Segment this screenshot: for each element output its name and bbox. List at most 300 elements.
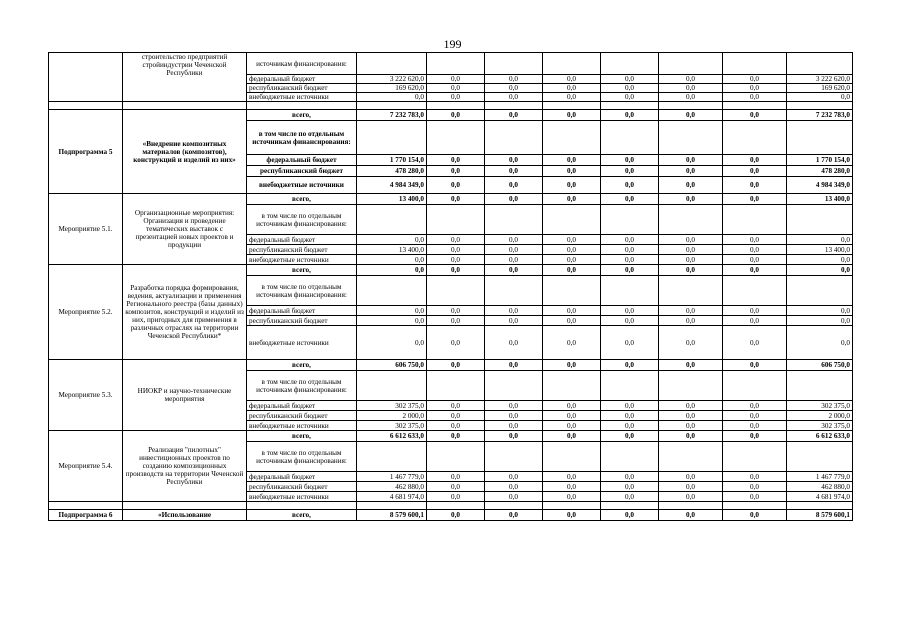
funding-source: внебюджетные источники xyxy=(247,421,357,431)
empty-cell xyxy=(357,442,427,472)
funding-source: республиканский бюджет xyxy=(247,316,357,326)
amount-cell: 0,0 xyxy=(427,401,485,411)
funding-source: федеральный бюджет xyxy=(247,306,357,316)
spacer-row xyxy=(49,102,853,110)
amount-cell: 0,0 xyxy=(485,472,543,482)
amount-cell: 0,0 xyxy=(723,482,787,492)
amount-cell: 0,0 xyxy=(357,265,427,276)
amount-cell: 0,0 xyxy=(427,411,485,421)
amount-cell: 0,0 xyxy=(485,316,543,326)
amount-cell: 8 579 600,1 xyxy=(787,510,853,521)
amount-cell: 0,0 xyxy=(659,194,723,205)
empty-cell xyxy=(787,502,853,510)
empty-cell xyxy=(357,371,427,401)
amount-cell: 0,0 xyxy=(357,306,427,316)
table-row xyxy=(49,110,853,121)
amount-cell: 7 232 783,0 xyxy=(787,110,853,121)
amount-cell: 0,0 xyxy=(543,84,601,93)
amount-cell: 0,0 xyxy=(659,510,723,521)
funding-source: в том числе по отдельным источникам финансирования: xyxy=(247,205,357,235)
empty-cell xyxy=(543,53,601,75)
amount-cell: 0,0 xyxy=(723,166,787,177)
amount-cell: 4 984 349,0 xyxy=(357,177,427,194)
amount-cell: 0,0 xyxy=(427,155,485,166)
funding-source: федеральный бюджет xyxy=(247,155,357,166)
empty-cell xyxy=(659,276,723,306)
amount-cell: 0,0 xyxy=(723,255,787,265)
table-row xyxy=(49,360,853,371)
empty-cell xyxy=(723,442,787,472)
amount-cell: 4 681 974,0 xyxy=(787,492,853,502)
amount-cell: 0,0 xyxy=(723,75,787,84)
spacer-row xyxy=(49,502,853,510)
funding-source: внебюджетные источники xyxy=(247,492,357,502)
amount-cell: 0,0 xyxy=(485,177,543,194)
empty-cell xyxy=(427,442,485,472)
amount-cell: 462 880,0 xyxy=(357,482,427,492)
amount-cell: 2 000,0 xyxy=(787,411,853,421)
empty-cell xyxy=(485,121,543,155)
amount-cell: 0,0 xyxy=(601,316,659,326)
amount-cell: 3 222 620,0 xyxy=(787,75,853,84)
amount-cell: 0,0 xyxy=(659,166,723,177)
amount-cell: 0,0 xyxy=(357,316,427,326)
amount-cell: 0,0 xyxy=(787,265,853,276)
amount-cell: 0,0 xyxy=(543,431,601,442)
empty-cell xyxy=(357,276,427,306)
amount-cell: 0,0 xyxy=(659,255,723,265)
amount-cell: 0,0 xyxy=(357,93,427,102)
amount-cell: 0,0 xyxy=(659,360,723,371)
amount-cell: 478 280,0 xyxy=(787,166,853,177)
amount-cell: 0,0 xyxy=(787,235,853,245)
amount-cell: 0,0 xyxy=(427,421,485,431)
amount-cell: 0,0 xyxy=(659,401,723,411)
amount-cell: 0,0 xyxy=(427,472,485,482)
amount-cell: 13 400,0 xyxy=(357,245,427,255)
amount-cell: 0,0 xyxy=(485,510,543,521)
amount-cell: 0,0 xyxy=(601,421,659,431)
amount-cell: 13 400,0 xyxy=(787,194,853,205)
amount-cell: 0,0 xyxy=(485,110,543,121)
item-description: Разработка порядка формирования, ведения, актуализации и применения Регионального реестра (базы данных) композитов, конструкций и изделий из них, пригодных для применения в различных отраслях на территории Чеченской Республики* xyxy=(123,265,247,360)
empty-cell xyxy=(485,442,543,472)
amount-cell: 0,0 xyxy=(723,401,787,411)
amount-cell: 0,0 xyxy=(357,326,427,360)
empty-cell xyxy=(601,53,659,75)
amount-cell: 0,0 xyxy=(427,326,485,360)
empty-cell xyxy=(787,205,853,235)
empty-cell xyxy=(659,121,723,155)
amount-cell: 0,0 xyxy=(427,245,485,255)
amount-cell: 0,0 xyxy=(787,326,853,360)
amount-cell: 0,0 xyxy=(723,316,787,326)
amount-cell: 302 375,0 xyxy=(787,401,853,411)
amount-cell: 0,0 xyxy=(723,84,787,93)
amount-cell: 0,0 xyxy=(485,155,543,166)
item-name xyxy=(49,53,123,102)
amount-cell: 0,0 xyxy=(723,155,787,166)
amount-cell: 0,0 xyxy=(601,166,659,177)
amount-cell: 0,0 xyxy=(485,401,543,411)
empty-cell xyxy=(543,205,601,235)
amount-cell: 0,0 xyxy=(427,510,485,521)
amount-cell: 0,0 xyxy=(659,110,723,121)
amount-cell: 302 375,0 xyxy=(357,421,427,431)
amount-cell: 1 467 779,0 xyxy=(357,472,427,482)
amount-cell: 0,0 xyxy=(485,306,543,316)
amount-cell: 0,0 xyxy=(723,421,787,431)
funding-source: в том числе по отдельным источникам финансирования: xyxy=(247,276,357,306)
table-row xyxy=(49,431,853,442)
amount-cell: 0,0 xyxy=(543,194,601,205)
amount-cell: 0,0 xyxy=(357,255,427,265)
funding-source: всего, xyxy=(247,360,357,371)
amount-cell: 4 681 974,0 xyxy=(357,492,427,502)
empty-cell xyxy=(543,121,601,155)
amount-cell: 0,0 xyxy=(485,84,543,93)
empty-cell xyxy=(357,102,427,110)
amount-cell: 0,0 xyxy=(543,166,601,177)
amount-cell: 0,0 xyxy=(659,492,723,502)
empty-cell xyxy=(357,502,427,510)
amount-cell: 0,0 xyxy=(485,482,543,492)
amount-cell: 0,0 xyxy=(543,472,601,482)
amount-cell: 0,0 xyxy=(723,110,787,121)
funding-source: федеральный бюджет xyxy=(247,235,357,245)
amount-cell: 0,0 xyxy=(427,84,485,93)
funding-source: всего, xyxy=(247,510,357,521)
amount-cell: 0,0 xyxy=(543,235,601,245)
funding-source: внебюджетные источники xyxy=(247,255,357,265)
empty-cell xyxy=(485,205,543,235)
amount-cell: 0,0 xyxy=(723,194,787,205)
funding-source: республиканский бюджет xyxy=(247,245,357,255)
item-name: Мероприятие 5.4. xyxy=(49,431,123,502)
amount-cell: 0,0 xyxy=(723,411,787,421)
amount-cell: 0,0 xyxy=(427,177,485,194)
amount-cell: 13 400,0 xyxy=(357,194,427,205)
amount-cell: 0,0 xyxy=(485,411,543,421)
amount-cell: 0,0 xyxy=(485,166,543,177)
amount-cell: 0,0 xyxy=(601,431,659,442)
empty-cell xyxy=(787,53,853,75)
amount-cell: 0,0 xyxy=(723,492,787,502)
funding-source: республиканский бюджет xyxy=(247,482,357,492)
funding-source: всего, xyxy=(247,194,357,205)
amount-cell: 0,0 xyxy=(723,93,787,102)
funding-source: всего, xyxy=(247,431,357,442)
empty-cell xyxy=(723,121,787,155)
amount-cell: 0,0 xyxy=(787,255,853,265)
funding-source: федеральный бюджет xyxy=(247,401,357,411)
empty-cell xyxy=(123,102,247,110)
amount-cell: 0,0 xyxy=(543,316,601,326)
item-description: «Внедрение композитных материалов (композитов), конструкций и изделий из них» xyxy=(123,110,247,194)
funding-source: республиканский бюджет xyxy=(247,411,357,421)
table-row xyxy=(49,510,853,521)
amount-cell: 0,0 xyxy=(723,235,787,245)
amount-cell: 0,0 xyxy=(659,75,723,84)
empty-cell xyxy=(247,502,357,510)
amount-cell: 0,0 xyxy=(485,75,543,84)
table-row xyxy=(49,194,853,205)
amount-cell: 478 280,0 xyxy=(357,166,427,177)
empty-cell xyxy=(485,102,543,110)
amount-cell: 0,0 xyxy=(659,93,723,102)
empty-cell xyxy=(357,53,427,75)
amount-cell: 0,0 xyxy=(659,265,723,276)
amount-cell: 0,0 xyxy=(659,472,723,482)
amount-cell: 0,0 xyxy=(485,421,543,431)
table-row xyxy=(49,53,853,75)
amount-cell: 0,0 xyxy=(485,265,543,276)
amount-cell: 0,0 xyxy=(723,360,787,371)
empty-cell xyxy=(543,442,601,472)
amount-cell: 0,0 xyxy=(601,510,659,521)
amount-cell: 0,0 xyxy=(543,245,601,255)
amount-cell: 0,0 xyxy=(601,360,659,371)
empty-cell xyxy=(485,502,543,510)
amount-cell: 0,0 xyxy=(601,84,659,93)
amount-cell: 1 467 779,0 xyxy=(787,472,853,482)
amount-cell: 0,0 xyxy=(723,177,787,194)
amount-cell: 0,0 xyxy=(601,110,659,121)
amount-cell: 0,0 xyxy=(427,93,485,102)
empty-cell xyxy=(427,276,485,306)
funding-source: всего, xyxy=(247,265,357,276)
empty-cell xyxy=(543,502,601,510)
amount-cell: 0,0 xyxy=(601,326,659,360)
item-name: Мероприятие 5.3. xyxy=(49,360,123,431)
empty-cell xyxy=(427,502,485,510)
item-name: Мероприятие 5.2. xyxy=(49,265,123,360)
empty-cell xyxy=(49,502,123,510)
amount-cell: 0,0 xyxy=(659,482,723,492)
empty-cell xyxy=(601,102,659,110)
item-name: Подпрограмма 6 xyxy=(49,510,123,521)
item-name: Подпрограмма 5 xyxy=(49,110,123,194)
amount-cell: 0,0 xyxy=(485,431,543,442)
empty-cell xyxy=(357,121,427,155)
item-description: «Использование xyxy=(123,510,247,521)
amount-cell: 0,0 xyxy=(601,492,659,502)
empty-cell xyxy=(659,502,723,510)
amount-cell: 0,0 xyxy=(601,93,659,102)
amount-cell: 606 750,0 xyxy=(787,360,853,371)
amount-cell: 0,0 xyxy=(601,194,659,205)
funding-source: в том числе по отдельным источникам финансирования: xyxy=(247,371,357,401)
amount-cell: 0,0 xyxy=(601,177,659,194)
amount-cell: 0,0 xyxy=(543,482,601,492)
amount-cell: 0,0 xyxy=(427,360,485,371)
empty-cell xyxy=(723,502,787,510)
amount-cell: 0,0 xyxy=(543,360,601,371)
amount-cell: 0,0 xyxy=(427,110,485,121)
empty-cell xyxy=(787,276,853,306)
empty-cell xyxy=(427,371,485,401)
empty-cell xyxy=(787,371,853,401)
funding-source: внебюджетные источники xyxy=(247,326,357,360)
amount-cell: 0,0 xyxy=(659,326,723,360)
funding-source: республиканский бюджет xyxy=(247,84,357,93)
amount-cell: 302 375,0 xyxy=(787,421,853,431)
amount-cell: 0,0 xyxy=(543,110,601,121)
amount-cell: 0,0 xyxy=(485,245,543,255)
empty-cell xyxy=(485,53,543,75)
empty-cell xyxy=(723,371,787,401)
amount-cell: 0,0 xyxy=(787,316,853,326)
table-row xyxy=(49,265,853,276)
item-description: Реализация "пилотных" инвестиционных проектов по созданию композиционных производств на территории Чеченской Республики xyxy=(123,431,247,502)
item-description: НИОКР и научно-технические мероприятия xyxy=(123,360,247,431)
empty-cell xyxy=(659,371,723,401)
amount-cell: 1 770 154,0 xyxy=(357,155,427,166)
amount-cell: 0,0 xyxy=(485,326,543,360)
amount-cell: 0,0 xyxy=(659,431,723,442)
amount-cell: 0,0 xyxy=(427,492,485,502)
amount-cell: 7 232 783,0 xyxy=(357,110,427,121)
funding-source: в том числе по отдельным источникам финансирования: xyxy=(247,121,357,155)
amount-cell: 0,0 xyxy=(723,510,787,521)
amount-cell: 0,0 xyxy=(543,401,601,411)
amount-cell: 4 984 349,0 xyxy=(787,177,853,194)
empty-cell xyxy=(427,121,485,155)
amount-cell: 6 612 633,0 xyxy=(357,431,427,442)
amount-cell: 302 375,0 xyxy=(357,401,427,411)
funding-source: всего, xyxy=(247,110,357,121)
amount-cell: 0,0 xyxy=(601,245,659,255)
amount-cell: 0,0 xyxy=(427,306,485,316)
empty-cell xyxy=(787,102,853,110)
amount-cell: 0,0 xyxy=(659,421,723,431)
amount-cell: 0,0 xyxy=(427,235,485,245)
funding-source: внебюджетные источники xyxy=(247,177,357,194)
amount-cell: 0,0 xyxy=(723,431,787,442)
empty-cell xyxy=(485,276,543,306)
amount-cell: 0,0 xyxy=(357,235,427,245)
amount-cell: 0,0 xyxy=(601,155,659,166)
amount-cell: 0,0 xyxy=(723,472,787,482)
amount-cell: 0,0 xyxy=(723,326,787,360)
amount-cell: 0,0 xyxy=(601,306,659,316)
amount-cell: 13 400,0 xyxy=(787,245,853,255)
amount-cell: 0,0 xyxy=(485,194,543,205)
amount-cell: 0,0 xyxy=(601,265,659,276)
empty-cell xyxy=(123,502,247,510)
amount-cell: 0,0 xyxy=(601,235,659,245)
amount-cell: 0,0 xyxy=(485,255,543,265)
amount-cell: 8 579 600,1 xyxy=(357,510,427,521)
amount-cell: 462 880,0 xyxy=(787,482,853,492)
amount-cell: 0,0 xyxy=(659,245,723,255)
financing-table xyxy=(48,52,853,521)
empty-cell xyxy=(723,276,787,306)
empty-cell xyxy=(49,102,123,110)
empty-cell xyxy=(357,205,427,235)
amount-cell: 0,0 xyxy=(543,93,601,102)
amount-cell: 0,0 xyxy=(543,177,601,194)
amount-cell: 0,0 xyxy=(485,360,543,371)
empty-cell xyxy=(543,276,601,306)
empty-cell xyxy=(601,442,659,472)
amount-cell: 0,0 xyxy=(427,75,485,84)
amount-cell: 0,0 xyxy=(601,401,659,411)
funding-source: федеральный бюджет xyxy=(247,75,357,84)
empty-cell xyxy=(427,205,485,235)
amount-cell: 0,0 xyxy=(659,411,723,421)
empty-cell xyxy=(427,102,485,110)
amount-cell: 0,0 xyxy=(543,421,601,431)
amount-cell: 606 750,0 xyxy=(357,360,427,371)
amount-cell: 0,0 xyxy=(601,411,659,421)
amount-cell: 0,0 xyxy=(543,155,601,166)
amount-cell: 0,0 xyxy=(543,411,601,421)
empty-cell xyxy=(601,502,659,510)
funding-source: федеральный бюджет xyxy=(247,472,357,482)
funding-source: внебюджетные источники xyxy=(247,93,357,102)
amount-cell: 0,0 xyxy=(485,93,543,102)
funding-source: в том числе по отдельным источникам финансирования: xyxy=(247,442,357,472)
amount-cell: 0,0 xyxy=(543,75,601,84)
empty-cell xyxy=(787,442,853,472)
amount-cell: 0,0 xyxy=(723,245,787,255)
empty-cell xyxy=(659,442,723,472)
amount-cell: 0,0 xyxy=(787,306,853,316)
amount-cell: 0,0 xyxy=(723,265,787,276)
amount-cell: 0,0 xyxy=(601,75,659,84)
empty-cell xyxy=(601,371,659,401)
amount-cell: 0,0 xyxy=(787,93,853,102)
amount-cell: 0,0 xyxy=(543,492,601,502)
empty-cell xyxy=(601,205,659,235)
amount-cell: 169 620,0 xyxy=(357,84,427,93)
empty-cell xyxy=(601,121,659,155)
empty-cell xyxy=(723,205,787,235)
funding-source: республиканский бюджет xyxy=(247,166,357,177)
empty-cell xyxy=(543,102,601,110)
amount-cell: 0,0 xyxy=(659,155,723,166)
amount-cell: 6 612 633,0 xyxy=(787,431,853,442)
empty-cell xyxy=(485,371,543,401)
empty-cell xyxy=(543,371,601,401)
amount-cell: 0,0 xyxy=(427,431,485,442)
empty-cell xyxy=(659,53,723,75)
empty-cell xyxy=(659,205,723,235)
amount-cell: 0,0 xyxy=(543,265,601,276)
amount-cell: 0,0 xyxy=(601,255,659,265)
amount-cell: 3 222 620,0 xyxy=(357,75,427,84)
amount-cell: 169 620,0 xyxy=(787,84,853,93)
amount-cell: 0,0 xyxy=(485,235,543,245)
empty-cell xyxy=(723,102,787,110)
page-number: 199 xyxy=(443,37,462,51)
amount-cell: 0,0 xyxy=(543,326,601,360)
amount-cell: 0,0 xyxy=(427,194,485,205)
item-description: Организационные мероприятия: Организация и проведение тематических выставок с презентацией новых проектов и продукции xyxy=(123,194,247,265)
amount-cell: 0,0 xyxy=(659,177,723,194)
amount-cell: 0,0 xyxy=(427,265,485,276)
amount-cell: 0,0 xyxy=(427,166,485,177)
amount-cell: 0,0 xyxy=(659,316,723,326)
item-name: Мероприятие 5.1. xyxy=(49,194,123,265)
empty-cell xyxy=(787,121,853,155)
amount-cell: 0,0 xyxy=(427,482,485,492)
amount-cell: 0,0 xyxy=(543,306,601,316)
amount-cell: 2 000,0 xyxy=(357,411,427,421)
amount-cell: 0,0 xyxy=(659,235,723,245)
empty-cell xyxy=(247,102,357,110)
